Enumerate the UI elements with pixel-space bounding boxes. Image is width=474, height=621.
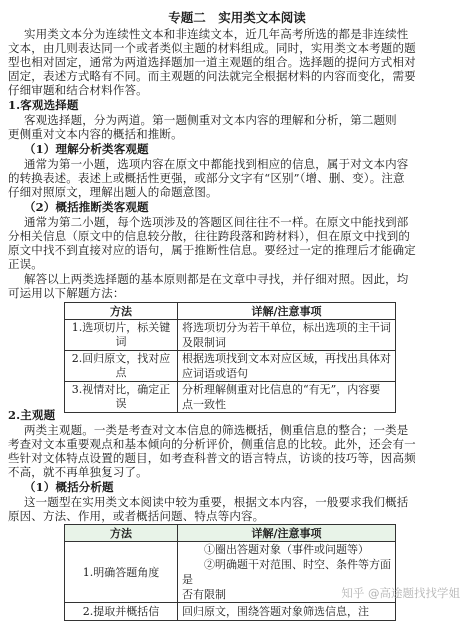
method-cell xyxy=(65,320,178,351)
paragraph-line: 可运用以下解题方法： xyxy=(8,286,125,300)
watermark: 知乎 @高途题找找学姐 xyxy=(341,586,460,600)
detail-text: ②明确题干对范围、时空、条件等方面是 xyxy=(182,558,391,586)
table-header: 方法 xyxy=(65,525,178,542)
detail-cell xyxy=(178,351,396,382)
detail-cell xyxy=(178,320,396,351)
method-text: 3.视情对比，确定正 xyxy=(71,383,171,396)
intro-line: 实用类文本分为连续性文本和非连续文本，近几年高考所选的都是非连续性 xyxy=(24,27,409,41)
table-header: 详解/注意事项 xyxy=(178,303,396,320)
section-heading: 2.主观题 xyxy=(8,408,56,422)
detail-text: 点一致性 xyxy=(182,398,226,411)
table-row xyxy=(65,320,396,351)
paragraph-line: 原因、方法、作用，或者概括问题、特点等内容。 xyxy=(8,509,265,523)
paragraph-line: 考查对文本重要观点和基本倾向的分析评价，侧重信息的比较。此外，还会有一 xyxy=(8,437,416,451)
paragraph-line: 些针对文体特点设置的题目，如考查科普文的语言特点，访谈的技巧等，因高频 xyxy=(8,451,416,465)
detail-cell: 回归原文，围绕答题对象筛选信息，注 xyxy=(178,603,396,621)
detail-text: ①圈出答题对象（事件或问题等） xyxy=(204,543,369,556)
section-heading: 1.客观选择题 xyxy=(8,98,79,112)
paragraph-line: 更侧重对文本内容的概括和推断。 xyxy=(8,127,183,141)
detail-text: 分析理解侧重对比信息的“有无”，内容要 xyxy=(182,383,381,396)
detail-text: 否有限制 xyxy=(182,588,226,601)
table-header-row xyxy=(65,525,396,542)
table-header-row xyxy=(65,303,396,320)
subsection-heading: （2）概括推断类客观题 xyxy=(24,200,149,214)
paragraph-line: 的转换表述。表述上或概括性更强，或部分文字有“区别”（增、删、变）。注意 xyxy=(8,171,405,185)
detail-text: 根据选项找到文本对应区域，再找出具体对 xyxy=(182,352,391,365)
method-text: 2.回归原文，找对应 xyxy=(71,352,171,365)
paragraph-line: 原文中找不到直接对应的语句，属于推断性信息。要经过一定的推理后才能确定 xyxy=(8,243,416,257)
paragraph-line: 这一题型在实用类文本阅读中较为重要，根据文本内容，一般要求我们概括 xyxy=(24,495,409,509)
subsection-heading: （1）理解分析类客观题 xyxy=(24,142,149,156)
intro-line: 文本，由几则表达同一个或者类似主题的材料组成。同时，实用类文本考题的题 xyxy=(8,41,416,55)
method-text: 1.选项切片，标关键 xyxy=(71,321,171,334)
intro-line: 型也相对固定，通常为两道选择题加一道主观题的组合。选择题的提问方式相对 xyxy=(8,55,416,69)
paragraph-line: 客观选择题，分为两道。第一题侧重对文本内容的理解和分析，第二题则 xyxy=(24,113,397,127)
method-cell xyxy=(65,351,178,382)
paragraph-line: 通常为第二小题，每个选项涉及的答题区间往往不一样。在原文中能找到部 xyxy=(24,215,409,229)
table-header: 方法 xyxy=(65,303,178,320)
answer-methods-table xyxy=(64,524,396,621)
table-row xyxy=(65,603,396,621)
detail-text: 将选项切分为若干单位，标出选项的主干词 xyxy=(182,321,391,334)
paragraph-line: 两类主观题。一类是考查对文本信息的筛选概括，侧重信息的整合；一类是 xyxy=(24,423,409,437)
method-text: 误 xyxy=(115,397,127,410)
intro-line: 固定，表述方式略有不同。而主观题的问法就完全根据材料的内容而变化，需要 xyxy=(8,69,416,83)
table-row xyxy=(65,351,396,382)
table-row xyxy=(65,382,396,413)
table-header: 详解/注意事项 xyxy=(178,525,396,542)
method-text: 点 xyxy=(115,366,127,379)
paragraph-line: 解答以上两类选择题的基本原则都是在文章中寻找，并仔细对照。因此，均 xyxy=(24,272,409,286)
method-cell: 1.明确答题角度 xyxy=(65,542,178,603)
intro-line: 仔细审题和结合材料作答。 xyxy=(8,83,148,97)
paragraph-line: 不高，就不再单独复习了。 xyxy=(8,465,148,479)
detail-text: 应词语或语句 xyxy=(182,367,248,380)
paragraph-line: 仔细对照原文，理解出题人的命题意图。 xyxy=(8,185,218,199)
methods-table xyxy=(64,302,396,413)
method-text: 词 xyxy=(115,335,127,348)
subsection-heading: （1）概括分析题 xyxy=(24,480,114,494)
paragraph-line: 通常为第一小题，选项内容在原文中都能找到相应的信息，属于对文本内容 xyxy=(24,157,409,171)
detail-cell xyxy=(178,382,396,413)
paragraph-line: 分相关信息（原文中的信息较分散，往往跨段落和跨材料），但在原文中找到的 xyxy=(8,229,410,243)
method-cell xyxy=(65,382,178,413)
detail-text: 及限制词 xyxy=(182,336,226,349)
method-cell: 2.提取并概括信 xyxy=(65,603,178,621)
paragraph-line: 正误。 xyxy=(8,257,43,271)
page-title: 专题二 实用类文本阅读 xyxy=(168,10,306,25)
